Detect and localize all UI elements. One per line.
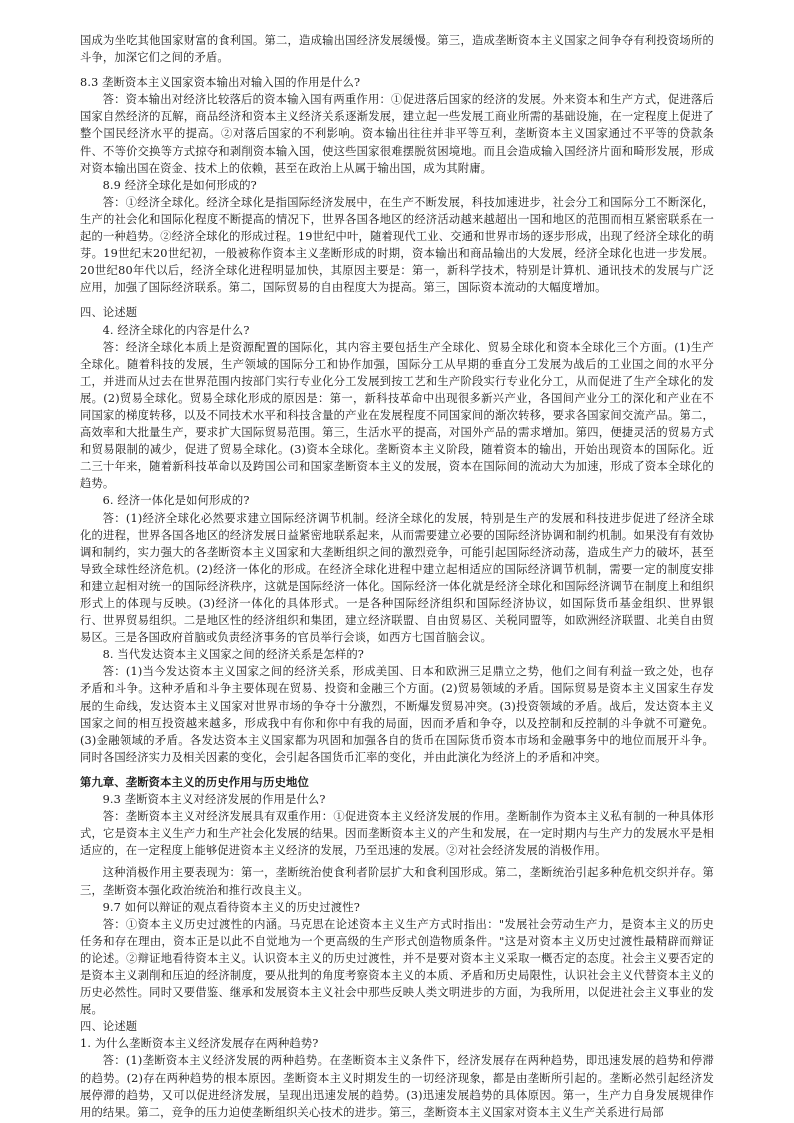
chapter-9-heading: 第九章、垄断资本主义的历史作用与历史地位 [80,775,309,789]
answer-1: 答：(1)垄断资本主义经济发展的两种趋势。在垄断资本主义条件下，经济发展存在两种趋势，即迅速发展的趋势和停滞的趋势。(2)存在两种趋势的根本原因。垄断资本主义时期发生的一切经济现象，都是由垄断所引起的。垄断必然引起经济发展停滞的趋势，又可以促进经济发展，呈现出迅速发展的趋势。(3)迅速发展趋势的具体原因。第一，生产力自身发展规律作用的结果。第二，竞争的压力迫使垄断组织关心技术的进步。第三，垄断资本主义国家对资本主义生产关系进行局部 [80,1054,714,1119]
paragraph-intro-continuation: 国成为坐吃其他国家财富的食利国。第二，造成输出国经济发展缓慢。第三，造成垄断资本主义国家之间争夺有利投资场所的斗争，加深它们之间的矛盾。 [80,34,714,65]
question-9-7: 9.7 如何以辩证的观点看待资本主义的历史过渡性? [102,900,360,914]
question-6: 6. 经济一体化是如何形成的? [102,494,250,508]
question-1: 1. 为什么垄断资本主义经济发展存在两种趋势? [80,1037,319,1051]
section-heading-essay-2: 四、论述题 [80,1020,138,1034]
answer-8-9: 答：①经济全球化。经济全球化是指国际经济发展中，在生产不断发展，科技加速进步，社会分工和国际分工不断深化，生产的社会化和国际化程度不断提高的情况下，世界各国各地区的经济活动越来越超出一国和地区的范围而相互紧密联系在一起的一种趋势。②经济全球化的形成过程。19世纪中叶，随着现代工业、交通和世界市场的逐步形成，出现了经济全球化的萌芽。19世纪末20世纪初，一般被称作资本主义垄断形成的时期，资本输出和商品输出的大发展，经济全球化也进一步发展。20世纪80年代以后，经济全球化进程明显加快，其原因主要是：第一，新科学技术，特别是计算机、通讯技术的发展与广泛应用，加强了国际经济联系。第二，国际贸易的自由程度大为提高。第三，国际资本流动的大幅度增加。 [80,195,714,295]
question-8-9: 8.9 经济全球化是如何形成的? [102,178,257,192]
section-heading-essay: 四、论述题 [80,306,138,320]
answer-8-3: 答：资本输出对经济比较落后的资本输入国有两重作用：①促进落后国家的经济的发展。外来资本和生产方式，促进落后国家自然经济的瓦解，商品经济和资本主义经济关系逐渐发展，建立起一些发展工商业所需的基础设施，在一定程度上促进了整个国民经济水平的提高。②对落后国家的不利影响。资本输出往往并非平等互利，垄断资本主义国家通过不平等的贷款条件、不等价交换等方式掠夺和剥削资本输入国，使这些国家很难摆脱贫困境地。而且会造成输入国经济片面和畸形发展，形成对资本输出国在资金、技术上的依赖，甚至在政治上从属于输出国，成为其附庸。 [80,93,714,175]
question-8: 8. 当代发达资本主义国家之间的经济关系是怎样的? [102,648,365,662]
answer-9-3: 答：垄断资本主义对经济发展具有双重作用：①促进资本主义经济发展的作用。垄断制作为资本主义私有制的一种具体形式，它是资本主义生产力和生产社会化发展的结果。因而垄断资本主义的产生和发展，在一定时期内与生产力的发展水平是相适应的，在一定程度上能够促进资本主义经济的发展，乃至迅速的发展。②对社会经济发展的消极作用。 [80,810,714,858]
question-4: 4. 经济全球化的内容是什么? [102,323,250,337]
question-9-3: 9.3 垄断资本主义对经济发展的作用是什么? [102,793,326,807]
answer-9-3-continued: 这种消极作用主要表现为：第一，垄断统治使食利者阶层扩大和食利国形成。第二，垄断统治引起多种危机交织并存。第三，垄断资本强化政治统治和推行改良主义。 [80,866,714,897]
answer-9-7: 答：①资本主义历史过渡性的内涵。马克思在论述资本主义生产方式时指出："发展社会劳动生产力，是资本主义的历史任务和存在理由，资本正是以此不自觉地为一个更高级的生产形式创造物质条件。"这是对资本主义历史过渡性最精辟而辩证的论述。②辩证地看待资本主义。认识资本主义的历史过渡性，并不是要对资本主义采取一概否定的态度。社会主义要否定的是资本主义剥削和压迫的经济制度，要从批判的角度考察资本主义的本质、矛盾和历史局限性，认识社会主义代替资本主义的历史必然性。同时又要借鉴、继承和发展资本主义社会中那些反映人类文明进步的方面，为我所用，以促进社会主义事业的发展。 [80,917,714,1017]
question-8-3: 8.3 垄断资本主义国家资本输出对输入国的作用是什么? [80,76,361,90]
answer-4: 答：经济全球化本质上是资源配置的国际化，其内容主要包括生产全球化、贸易全球化和资本全球化三个方面。(1)生产全球化。随着科技的发展，生产领域的国际分工和协作加强，国际分工从早期的垂直分工发展为战后的工业国之间的水平分工，并进而从过去在世界范围内按部门实行专业化分工发展到按工艺和生产阶段实行专业化分工，从而促进了生产全球化的发展。(2)贸易全球化。贸易全球化形成的原因是：第一，新科技革命中出现很多新兴产业，各国间产业分工的深化和产业在不同国家的梯度转移，以及不同技术水平和科技含量的产业在发展程度不同国家间的渐次转移，要求各国家间交流产品。第二，高效率和大批量生产，要求扩大国际贸易范围。第三，生活水平的提高，对国外产品的需求增加。第四，便捷灵活的贸易方式和贸易限制的减少，促进了贸易全球化。(3)资本全球化。垄断资本主义阶段，随着资本的输出，开始出现资本的国际化。近二三十年来，随着新科技革命以及跨国公司和国家垄断资本主义的发展，资本在国际间的流动大为加速，形成了资本全球化的趋势。 [80,340,714,491]
answer-8: 答：(1)当今发达资本主义国家之间的经济关系，形成美国、日本和欧洲三足鼎立之势，他们之间有利益一致之处，也存矛盾和斗争。这种矛盾和斗争主要体现在贸易、投资和金融三个方面。(2)贸易领域的矛盾。国际贸易是资本主义国家生存发展的生命线，发达资本主义国家对世界市场的争夺十分激烈，不断爆发贸易冲突。(3)投资领域的矛盾。战后，发达资本主义国家之间的相互投资越来越多，形成我中有你和你中有我的局面，因而矛盾和争夺，以及控制和反控制的斗争就不可避免。(3)金融领域的矛盾。各发达资本主义国家都为巩固和加强各自的货币在国际货币资本市场和金融事务中的地位而展开斗争。同时各国经济实力及相关因素的变化，会引起各国货币汇率的变化，并由此演化为经济上的矛盾和冲突。 [80,665,714,764]
answer-6: 答：(1)经济全球化必然要求建立国际经济调节机制。经济全球化的发展，特别是生产的发展和科技进步促进了经济全球化的进程，世界各国各地区的经济发展日益紧密地联系起来，从而需要建立必要的国际经济协调和制约机制。如果没有有效协调和制约，实力强大的各垄断资本主义国家和大垄断组织之间的激烈竞争，可能引起国际经济动荡，造成生产力的破坏，甚至导致全球性经济危机。(2)经济一体化的形成。在经济全球化进程中建立起相适应的国际经济调节机制，需要一定的制度安排和建立起相对统一的国际经济秩序，这就是国际经济一体化。国际经济一体化就是经济全球化和国际经济调节在制度上和组织形式上的体现与反映。(3)经济一体化的具体形式。一是各种国际经济组织和国际经济协议，如国际货币基金组织、世界银行、世界贸易组织。二是地区性的经济组织和集团，建立经济联盟、自由贸易区、关税同盟等，如欧洲经济联盟、北美自由贸易区。三是各国政府首脑或负责经济事务的官员举行会谈，如西方七国首脑会议。 [80,511,714,645]
